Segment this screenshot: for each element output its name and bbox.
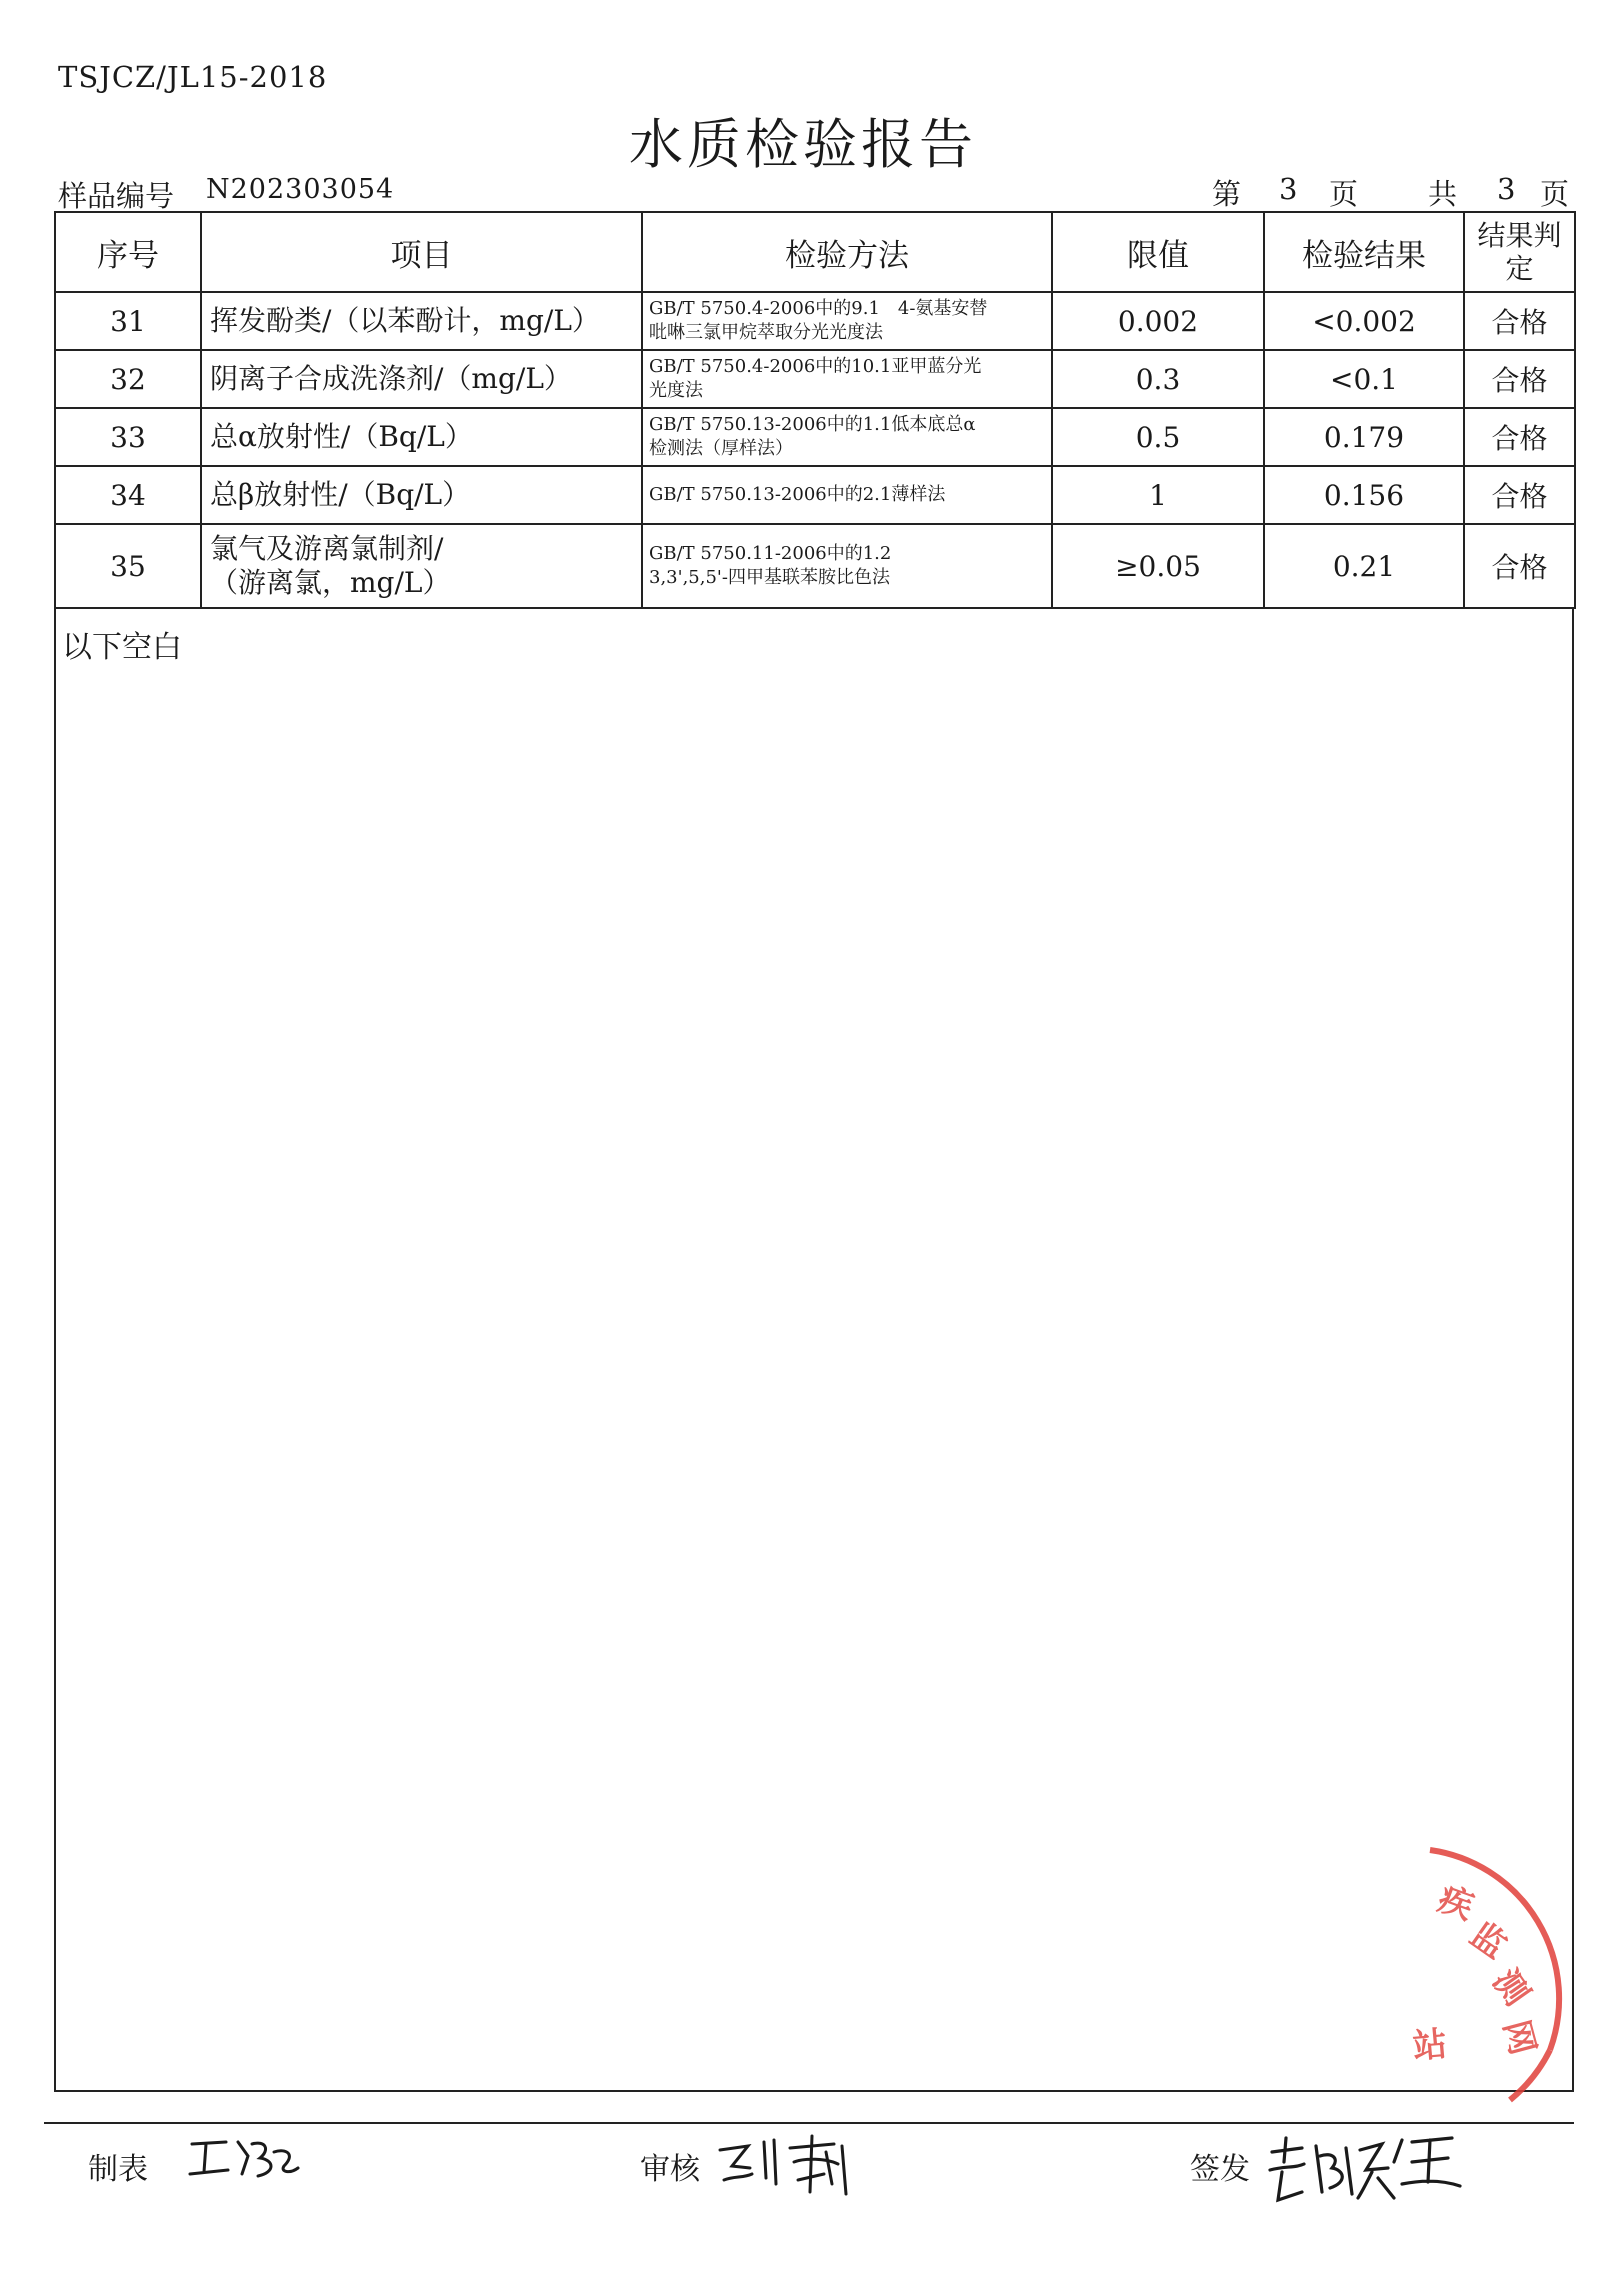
row-result: <0.1	[1264, 350, 1464, 408]
row-result: <0.002	[1264, 292, 1464, 350]
header-method: 检验方法	[642, 212, 1052, 292]
row-judgement: 合格	[1464, 408, 1575, 466]
row-item	[201, 524, 642, 608]
method-line: GB/T 5750.13-2006中的2.1薄样法	[649, 484, 946, 505]
table-row	[55, 350, 1575, 408]
sample-number-label: 样品编号	[58, 179, 175, 213]
reviewer-signature	[714, 2122, 864, 2202]
method-line: 吡啉三氯甲烷萃取分光光度法	[649, 322, 883, 343]
header-item: 项目	[201, 212, 642, 292]
header-limit: 限值	[1052, 212, 1264, 292]
method-line: GB/T 5750.4-2006中的10.1亚甲蓝分光	[649, 356, 982, 377]
page-current: 3	[1279, 172, 1298, 206]
sample-number-value: N202303054	[206, 174, 395, 205]
item-line: 氯气及游离氯制剂/	[210, 532, 444, 565]
maker-signature	[186, 2122, 306, 2192]
svg-text:站: 站	[1411, 2024, 1449, 2067]
table-row	[55, 466, 1575, 524]
page-prefix: 第	[1212, 177, 1242, 211]
table-header-row	[55, 212, 1575, 292]
row-method	[642, 466, 1052, 524]
row-item: 挥发酚类/（以苯酚计，mg/L）	[201, 292, 642, 350]
method-line: GB/T 5750.11-2006中的1.2	[649, 543, 892, 564]
remark-area	[54, 608, 1574, 2092]
row-item: 总β放射性/（Bq/L）	[201, 466, 642, 524]
method-line: 光度法	[649, 380, 703, 401]
method-line: GB/T 5750.13-2006中的1.1低本底总α	[649, 414, 976, 435]
page-total: 3	[1497, 172, 1516, 206]
maker-label: 制表	[88, 2152, 148, 2187]
table-row	[55, 408, 1575, 466]
report-title: 水质检验报告	[629, 113, 977, 176]
reviewer-label: 审核	[640, 2152, 700, 2187]
row-no: 35	[55, 524, 201, 608]
page-total-prefix: 共	[1428, 177, 1458, 211]
method-line: 检测法（厚样法）	[649, 438, 793, 459]
table-row	[55, 292, 1575, 350]
document-code: TSJCZ/JL15-2018	[58, 60, 328, 94]
row-limit: 0.5	[1052, 408, 1264, 466]
method-line: 3,3',5,5'-四甲基联苯胺比色法	[649, 567, 890, 588]
item-line: （游离氯，mg/L）	[210, 566, 451, 599]
row-result: 0.21	[1264, 524, 1464, 608]
issuer-label: 签发	[1190, 2152, 1250, 2187]
official-seal-stamp	[1400, 1830, 1600, 2130]
row-limit: 1	[1052, 466, 1264, 524]
blank-below-note: 以下空白	[62, 630, 182, 665]
row-limit: 0.3	[1052, 350, 1264, 408]
svg-text:测: 测	[1484, 1962, 1537, 2014]
svg-text:监: 监	[1462, 1914, 1514, 1967]
issuer-signature	[1262, 2122, 1462, 2212]
header-no: 序号	[55, 212, 201, 292]
row-limit: 0.002	[1052, 292, 1264, 350]
row-judgement: 合格	[1464, 292, 1575, 350]
row-no: 33	[55, 408, 201, 466]
row-method	[642, 292, 1052, 350]
row-no: 31	[55, 292, 201, 350]
row-judgement: 合格	[1464, 466, 1575, 524]
row-judgement: 合格	[1464, 524, 1575, 608]
header-judgement: 结果判定	[1464, 212, 1575, 292]
row-no: 34	[55, 466, 201, 524]
row-judgement: 合格	[1464, 350, 1575, 408]
row-method	[642, 524, 1052, 608]
svg-text:网: 网	[1495, 2015, 1543, 2060]
row-method	[642, 350, 1052, 408]
row-item: 总α放射性/（Bq/L）	[201, 408, 642, 466]
method-line: GB/T 5750.4-2006中的9.1 4-氨基安替	[649, 298, 988, 319]
header-result: 检验结果	[1264, 212, 1464, 292]
row-no: 32	[55, 350, 201, 408]
row-result: 0.156	[1264, 466, 1464, 524]
table-row	[55, 524, 1575, 608]
results-table	[54, 211, 1576, 609]
page-unit: 页	[1329, 177, 1359, 211]
svg-text:疾: 疾	[1432, 1878, 1479, 1929]
row-result: 0.179	[1264, 408, 1464, 466]
page-total-unit: 页	[1540, 177, 1570, 211]
row-item: 阴离子合成洗涤剂/（mg/L）	[201, 350, 642, 408]
row-method	[642, 408, 1052, 466]
row-limit: ≥0.05	[1052, 524, 1264, 608]
